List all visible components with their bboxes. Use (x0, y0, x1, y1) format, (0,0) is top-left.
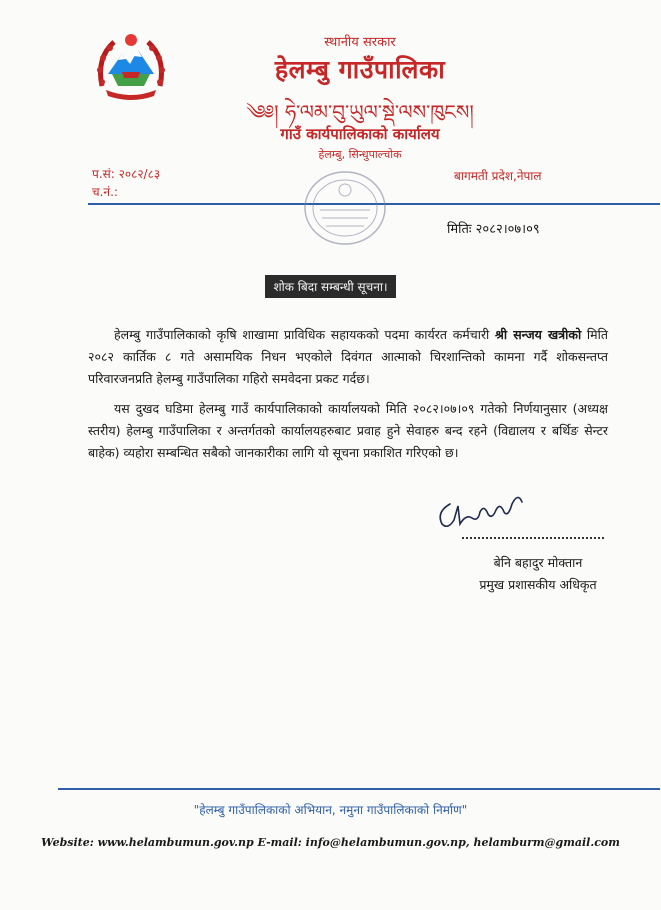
office-stamp (300, 168, 390, 248)
signature (432, 484, 532, 534)
signatory-block (468, 552, 608, 596)
nepal-emblem-logo (92, 28, 170, 106)
signatory-name: बेनि बहादुर मोक्तान (493, 555, 583, 570)
local-government-label: स्थानीय सरकार (324, 35, 396, 50)
letter-number: प.सं: २०८२/८३ (92, 167, 161, 181)
deceased-name: श्री सन्जय खत्रीको (495, 327, 582, 342)
tibetan-title: ༄༅། ཧེ་ལམ་བུ་ཡུལ་སྡེ་ལས་ཁུངས། (246, 100, 474, 124)
paragraph-1 (88, 324, 608, 390)
signature-line (462, 537, 604, 539)
letter-date: मितिः २०८२।०७।०९ (447, 222, 540, 237)
reference-block (92, 165, 160, 201)
subject-wrapper (0, 275, 661, 298)
notice-subject: शोक बिदा सम्बन्धी सूचना। (265, 275, 395, 298)
footer-contact: Website: www.helambumun.gov.np E-mail: info@helambumun.gov.np, helamburm@gmail.com (41, 836, 620, 849)
paragraph-2: यस दुखद घडिमा हेलम्बु गाउँ कार्यपालिकाको कार्यालयको मिति २०८२।०७।०९ गतेको निर्णयानुसार (अध्यक्ष स्तरीय) हेलम्बु गाउँपालिका र अन्तर्गतको कार्यालयहरुबाट प्रवाह हुने सेवाहरु बन्द रहने (विद्यालय र बर्थिङ सेन्टर बाहेक) व्यहोरा सम्बन्धित सबैको जानकारीका लागि यो सूचना प्रकाशित गरिएको छ। (88, 401, 608, 460)
office-name: गाउँ कार्यपालिकाको कार्यालय (280, 125, 440, 143)
paragraph-1-start: हेलम्बु गाउँपालिकाको कृषि शाखामा प्राविधिक सहायकको पदमा कार्यरत कर्मचारी (114, 327, 496, 342)
paragraph-1-end: मिति २०८२ कार्तिक ८ गते असामयिक निधन भएकोले दिवंगत आत्माको चिरशान्तिको कामना गर्दै शोकसन्तप्त परिवारजनप्रति हेलम्बु गाउँपालिका गहिरो समवेदना प्रकट गर्दछ। (88, 327, 608, 386)
footer-divider (58, 788, 660, 790)
municipality-title: हेलम्बु गाउँपालिका (274, 55, 446, 84)
signatory-title: प्रमुख प्रशासकीय अधिकृत (479, 577, 597, 592)
footer-slogan: "हेलम्बु गाउँपालिकाको अभियान, नमुना गाउँपालिकाको निर्माण" (193, 803, 468, 817)
province-label: बागमती प्रदेश,नेपाल (454, 169, 542, 183)
office-address: हेलम्बु, सिन्धुपाल्चोक (318, 148, 402, 161)
dispatch-number: च.नं.: (92, 185, 118, 199)
